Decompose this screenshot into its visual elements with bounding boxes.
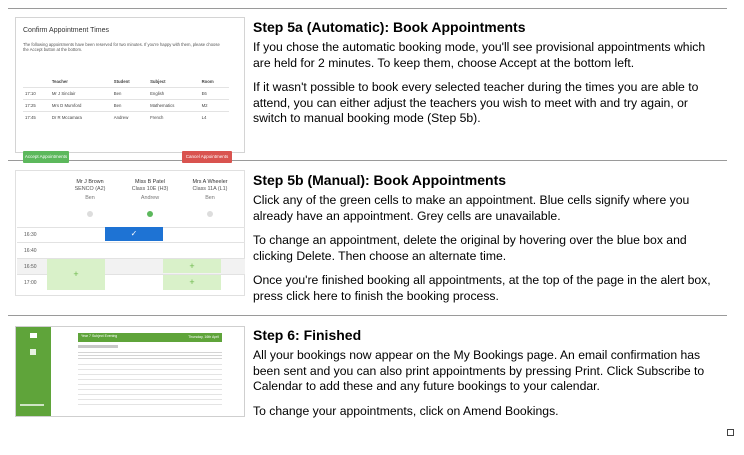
step-heading: Step 5a (Automatic): Book Appointments — [253, 19, 526, 35]
time-label: 16:40 — [24, 248, 37, 254]
available-cell[interactable] — [163, 275, 221, 290]
plus-icon: + — [189, 277, 195, 287]
table-header-row — [23, 76, 229, 88]
teacher-class: Class 11A (L1) — [192, 186, 228, 192]
event-title: Year 7 Subject Evening — [81, 334, 118, 338]
teacher-name: Mr J Brown — [76, 179, 104, 185]
step-paragraph: To change an appointment, delete the original by hovering over the blue box and clicking Delete. Then choose an alternate time. — [253, 233, 687, 263]
cell: L4 — [200, 112, 229, 124]
cell: 17:10 — [23, 88, 50, 100]
table-row — [23, 112, 229, 124]
step-paragraph: If it wasn't possible to book every selected teacher during the times you are able to attend, you can either adjust the teachers you wish to meet with and try again, or switch to manual booking mode (Step 5b). — [253, 80, 699, 125]
teacher-name: Miss B Patel — [135, 179, 165, 185]
status-dot — [87, 211, 93, 217]
cell: Andrew — [112, 112, 148, 124]
teacher-header — [60, 179, 120, 202]
divider-2 — [8, 315, 727, 316]
sidebar-footer — [20, 404, 44, 406]
column-header: Subject — [150, 79, 166, 84]
top-divider — [8, 8, 727, 9]
step-paragraph: Click any of the green cells to make an appointment. Blue cells signify where you already have an appointment. Grey cells are unavailable. — [253, 193, 690, 223]
column-header: Student — [113, 79, 130, 84]
time-row — [17, 242, 245, 258]
cell: English — [148, 88, 200, 100]
confirm-description: The following appointments have been reserved for two minutes. If you're happy with them, please choose the Accept button at the bottom. — [23, 42, 220, 52]
table-row — [23, 100, 229, 112]
student-name: Andrew — [140, 195, 160, 201]
step-heading: Step 5b (Manual): Book Appointments — [253, 172, 507, 188]
teacher-header — [120, 179, 180, 202]
step-heading: Step 6: Finished — [253, 327, 362, 343]
cell: 17:25 — [23, 100, 50, 112]
cell: Dr R Mccamara — [50, 112, 112, 124]
checkbox-icon[interactable] — [727, 429, 734, 436]
cell: Ben — [112, 100, 148, 112]
step-5a-section — [253, 19, 723, 127]
manual-booking-screenshot — [15, 170, 245, 296]
time-label: 17:00 — [24, 280, 37, 286]
step-6-section — [253, 327, 723, 419]
table-row — [23, 88, 229, 100]
my-bookings-screenshot — [15, 326, 245, 417]
check-icon: ✓ — [130, 229, 138, 238]
cell: Mr J Sinclair — [50, 88, 112, 100]
cell: M2 — [200, 100, 229, 112]
time-label: 16:30 — [24, 232, 37, 238]
available-cell[interactable] — [163, 259, 221, 273]
cell: Mrs D Mumford — [50, 100, 112, 112]
cell: Ben — [112, 88, 148, 100]
cell: 17:45 — [23, 112, 50, 124]
column-header: Teacher — [51, 79, 68, 84]
divider-1 — [8, 160, 727, 161]
plus-icon: + — [73, 269, 79, 279]
bookings-header — [78, 333, 222, 342]
step-paragraph: All your bookings now appear on the My Bookings page. An email confirmation has been sent and you can also print appointments by pressing Print. Click Subscribe to Calendar to add these and any future bookings to your calendar. — [253, 348, 705, 393]
cell: Mathematics — [148, 100, 200, 112]
column-header — [23, 76, 50, 88]
step-5b-section — [253, 172, 723, 304]
bookings-toolbar — [78, 345, 118, 348]
step-paragraph: Once you're finished booking all appointments, at the top of the page in the alert box, press click here to finish the booking process. — [253, 273, 711, 303]
bookings-intro-text — [78, 352, 222, 360]
column-header: Room — [201, 79, 214, 84]
event-date: Thursday, 16th April — [188, 335, 219, 339]
step-paragraph: If you chose the automatic booking mode, you'll see provisional appointments which are held for 2 minutes. To keep them, choose Accept at the bottom left. — [253, 40, 706, 70]
teacher-header — [180, 179, 240, 202]
time-label: 16:50 — [24, 264, 37, 270]
app-sidebar — [16, 327, 51, 416]
plus-icon: + — [189, 261, 195, 271]
student-name: Ben — [205, 195, 215, 201]
available-cell[interactable] — [47, 259, 105, 290]
booked-appointment-cell[interactable] — [105, 227, 163, 241]
status-dot — [207, 211, 213, 217]
cell: E6 — [200, 88, 229, 100]
confirm-appointments-screenshot — [15, 17, 245, 159]
confirm-table — [23, 76, 229, 123]
bookings-icon[interactable] — [30, 349, 36, 355]
step-paragraph: To change your appointments, click on Amend Bookings. — [253, 403, 559, 418]
confirm-title: Confirm Appointment Times — [23, 27, 109, 34]
cancel-appointments-button[interactable]: Cancel Appointments — [182, 151, 232, 163]
teacher-name: Mrs A Wheeler — [192, 179, 228, 185]
bookings-table — [78, 364, 222, 408]
teacher-class: SENCO (A2) — [74, 186, 106, 192]
home-icon[interactable] — [30, 333, 37, 338]
selected-check-icon — [147, 211, 153, 217]
cell: French — [148, 112, 200, 124]
student-name: Ben — [85, 195, 95, 201]
teacher-class: Class 10E (H3) — [131, 186, 169, 192]
accept-appointments-button[interactable]: Accept Appointments — [23, 151, 69, 163]
